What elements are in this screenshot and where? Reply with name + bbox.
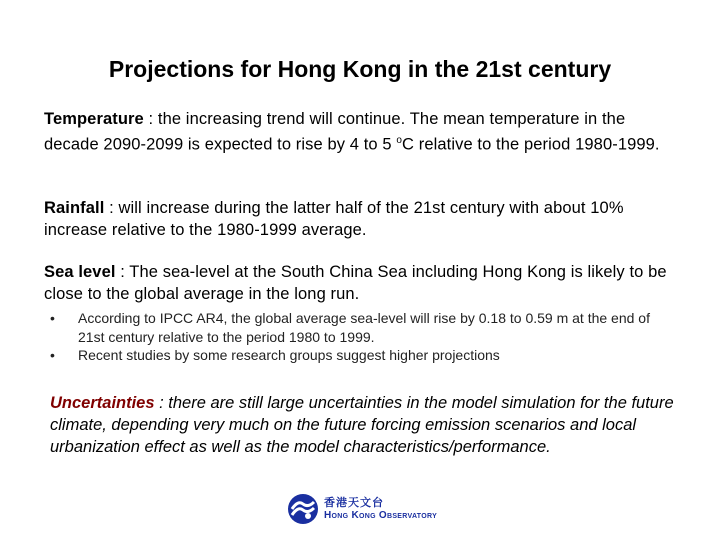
degree-symbol: o — [396, 135, 403, 146]
slide-title: Projections for Hong Kong in the 21st century — [108, 56, 612, 82]
uncertainties-paragraph — [50, 392, 690, 458]
temperature-paragraph — [44, 108, 684, 156]
bullet-icon: • — [50, 347, 55, 363]
rainfall-paragraph — [44, 197, 684, 241]
bullet-text: Recent studies by some research groups suggest higher projections — [78, 347, 500, 363]
rainfall-text: : will increase during the latter half of the 21st century with about 10% increase relative to the 1980-1999 average. — [44, 199, 624, 239]
logo-english-name: Hong Kong Observatory — [324, 510, 438, 521]
bullet-text: According to IPCC AR4, the global average sea-level will rise by 0.18 to 0.59 m at the end of 21st century relative to the period 1980 to 1999. — [78, 310, 650, 345]
logo-chinese-name: 香港天文台 — [324, 496, 384, 509]
temperature-text-end: C relative to the period 1980-1999. — [402, 135, 660, 154]
sea-level-text: : The sea-level at the South China Sea including Hong Kong is likely to be close to the global average in the long run. — [44, 263, 667, 303]
bullet-icon: • — [50, 310, 55, 326]
sea-level-bullet-list — [50, 309, 670, 365]
uncertainties-term: Uncertainties — [50, 394, 155, 412]
list-item — [50, 309, 670, 346]
sea-level-term: Sea level — [44, 263, 116, 281]
rainfall-term: Rainfall — [44, 199, 105, 217]
hong-kong-observatory-logo-icon — [286, 492, 320, 526]
list-item — [50, 346, 670, 365]
temperature-term: Temperature — [44, 110, 144, 128]
uncertainties-text: : there are still large uncertainties in the model simulation for the future climate, depending very much on the future forcing emission scenarios and local urbanization effect as well as the model characteristics/performance. — [50, 394, 674, 456]
observatory-logo — [286, 492, 456, 532]
temperature-text: : the increasing trend will continue. The mean temperature in the decade 2090-2099 is expected to rise by 4 to 5 — [44, 110, 626, 154]
sea-level-paragraph — [44, 261, 684, 305]
